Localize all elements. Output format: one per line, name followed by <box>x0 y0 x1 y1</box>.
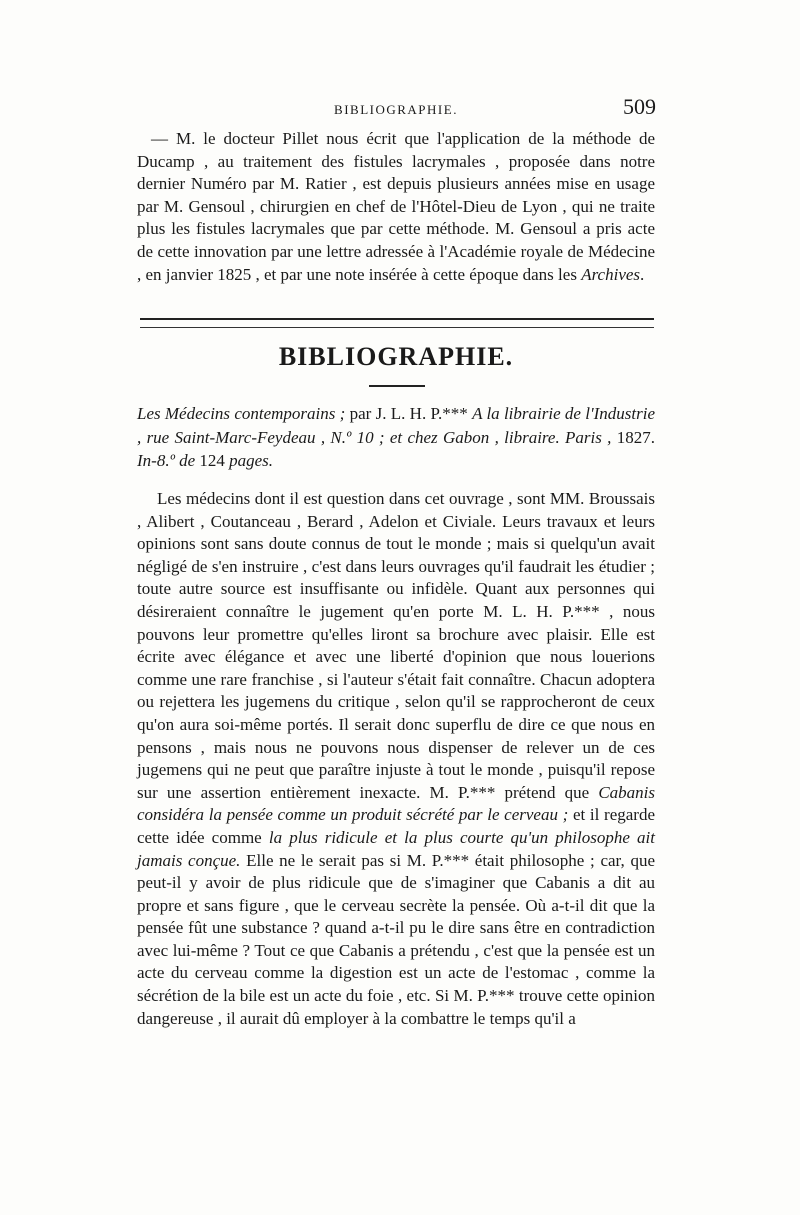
book-pages-word: pages. <box>229 451 274 470</box>
correspondence-body: — M. le docteur Pillet nous écrit que l'application de la méthode de Ducamp , au traitement des fistules lacrymales , proposée dans notre dernier Numéro par M. Ratier , est depuis plusieurs années mise en usage par M. Gensoul , chirurgien en chef de l'Hôtel-Dieu de Lyon , qui ne traite plus les fistules lacrymales que par cette méthode. M. Gensoul a pris acte de cette innovation par une lettre adressée à l'Académie royale de Médecine , en janvier 1825 , et par une note insérée à cette époque dans les <box>137 129 655 284</box>
book-year: 1827. <box>611 427 656 447</box>
review-quote-1: Cabanis considéra la pensée comme un produit sécrété par le cerveau ; <box>137 782 655 825</box>
double-rule-divider <box>140 318 654 328</box>
review-text <box>137 488 655 1030</box>
page-number: 509 <box>623 94 656 119</box>
review-paragraph <box>137 488 655 1030</box>
section-title: BIBLIOGRAPHIE. <box>278 342 514 371</box>
correspondence-paragraph <box>137 128 655 286</box>
short-rule-divider <box>369 385 425 387</box>
archives-journal-name: Archives <box>581 264 641 284</box>
running-title: BIBLIOGRAPHIE. <box>334 102 458 117</box>
correspondence-text <box>137 128 655 286</box>
book-format: In-8.º de <box>137 451 196 470</box>
book-reference-text <box>137 402 655 473</box>
running-head <box>136 94 656 122</box>
book-publisher: A la librairie de l'Industrie , rue Saint-Marc-Feydeau , N.º 10 ; et chez Gabon , libraire. Paris , <box>137 404 655 447</box>
review-part-2: et il regarde cette idée comme <box>137 805 655 847</box>
book-title: Les Médecins contemporains ; <box>137 404 346 423</box>
review-part-1: Les médecins dont il est question dans cet ouvrage , sont MM. Broussais , Alibert , Coutanceau , Berard , Adelon et Civiale. Leurs travaux et leurs opinions sont sans doute connus de tout le monde ; mais si quelqu'un avait négligé de s'en instruire , c'est dans leurs ouvrages qu'il faudrait les étudier ; toute autre source est insuffisante ou infidèle. Quant aux personnes qui désireraient connaître le jugement qu'en porte M. L. H. P.*** , nous pouvons leur promettre qu'elles liront sa brochure avec plaisir. Elle est écrite avec élégance et avec une liberté d'opinion que nous louerions comme une rare franchise , si l'auteur s'était fait connaître. Chacun adoptera ou rejettera les jugemens du critique , selon qu'il se rapprocheront de ceux qu'on aura soi-même portés. Il serait donc superflu de dire ce que nous en pensons , mais nous ne pouvons nous dispenser de relever un de ces jugemens qui ne peut que paraître injuste à tout le monde , puisqu'il repose sur une assertion entièrement inexacte. M. P.*** prétend que <box>137 489 655 802</box>
book-reference <box>137 402 655 473</box>
book-page-count: 124 <box>195 451 230 470</box>
review-quote-2: la plus ridicule et la plus courte qu'un philosophe ait jamais conçue. <box>137 827 656 870</box>
correspondence-end: . <box>640 264 645 284</box>
book-author: par J. L. H. P.*** <box>345 404 473 423</box>
review-part-3: Elle ne le serait pas si M. P.*** était philosophe ; car, que peut-il y avoir de plus ridicule que de s'imaginer que Cabanis a dit au propre et sans figure , que le cerveau secrète la pensée. Où a-t-il dit que la pensée fût une substance ? quand a-t-il pu le dire sans être en contradiction avec lui-même ? Tout ce que Cabanis a prétendu , c'est que la pensée est un acte du cerveau comme la digestion est un acte de l'estomac , comme la sécrétion de la bile est un acte du foie , etc. Si M. P.*** trouve cette opinion dangereuse , il aurait dû employer à la combattre le temps qu'il a <box>137 850 655 1028</box>
